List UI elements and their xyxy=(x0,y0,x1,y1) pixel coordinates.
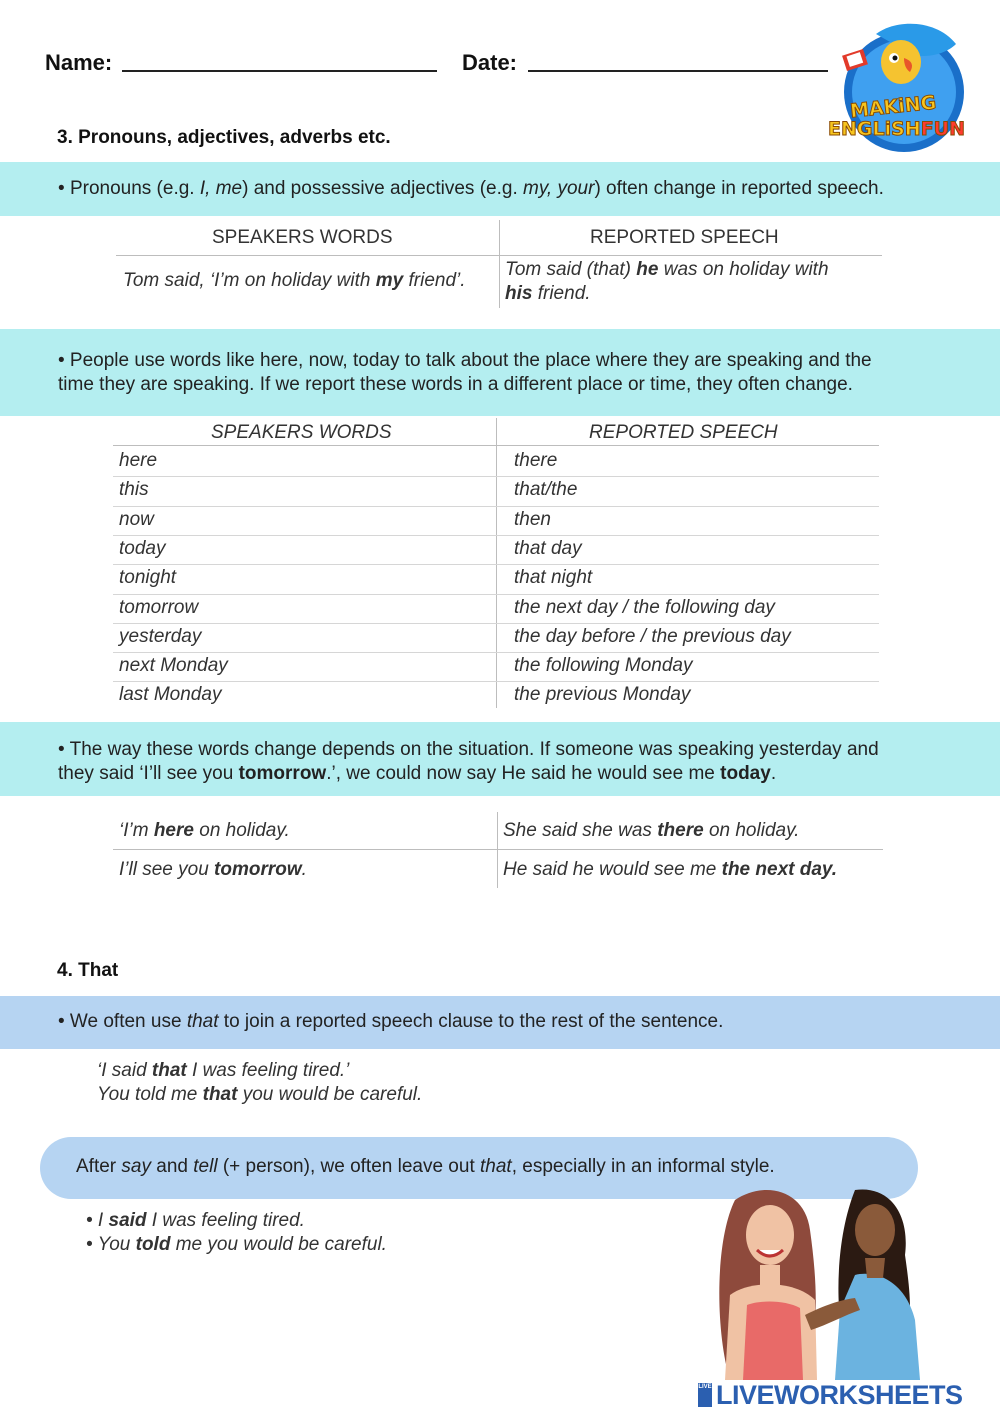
informal-examples: • I said I was feeling tired. • You told me you would be careful. xyxy=(86,1210,387,1255)
logo-making: MAKiNG xyxy=(849,91,938,123)
name-input-line[interactable] xyxy=(122,70,437,72)
example-2-reported: He said he would see me the next day. xyxy=(503,859,838,880)
pronoun-table xyxy=(116,220,882,310)
time-place-band xyxy=(0,329,1000,416)
table1-reported-cell: Tom said (that) he was on holiday with his friend. xyxy=(505,259,829,304)
time-place-text: • People use words like here, now, today to talk about the place where they are speaking and the time they are speaking. If we report these words in a different place or time, they often change. xyxy=(58,350,872,395)
table1-header-speakers: SPEAKERS WORDS xyxy=(212,227,393,248)
situation-band xyxy=(0,722,1000,796)
table2-reported-cell: the previous Monday xyxy=(514,684,691,706)
that-band xyxy=(0,996,1000,1049)
table2-reported-cell: the day before / the previous day xyxy=(514,625,791,647)
situation-text: • The way these words change depends on the situation. If someone was speaking yesterday and they said ‘I’ll see you tomorrow.’, we could now say He said he would see me today. xyxy=(58,739,879,784)
that-text: • We often use that to join a reported speech clause to the rest of the sentence. xyxy=(58,1011,724,1032)
table1-header-reported: REPORTED SPEECH xyxy=(590,227,779,248)
table2-speakers-cell: this xyxy=(119,479,149,501)
table2-speakers-cell: last Monday xyxy=(119,684,222,706)
two-women-illustration xyxy=(705,1180,930,1380)
time-words-table xyxy=(113,418,879,710)
pronouns-band xyxy=(0,162,1000,216)
name-label: Name: xyxy=(45,50,113,75)
table2-reported-cell: the next day / the following day xyxy=(514,596,775,618)
liveworksheets-small-logo: LIVE xyxy=(698,1383,712,1407)
pronouns-text: • Pronouns (e.g. I, me) and possessive adjectives (e.g. my, your) often change in reported speech. xyxy=(58,178,884,199)
example-table xyxy=(113,812,883,890)
table2-reported-cell: that night xyxy=(514,567,593,589)
date-input-line[interactable] xyxy=(528,70,828,72)
example-1-speakers: ‘I’m here on holiday. xyxy=(119,820,290,841)
table2-speakers-cell: here xyxy=(119,450,158,471)
table2-reported-cell: that day xyxy=(514,537,582,559)
table2-speakers-cell: tomorrow xyxy=(119,596,199,618)
table2-reported-cell: there xyxy=(514,450,558,471)
making-english-fun-logo xyxy=(826,14,976,154)
example-2-speakers: I’ll see you tomorrow. xyxy=(119,859,307,880)
table2-speakers-cell: next Monday xyxy=(119,655,228,677)
table2-header-reported: REPORTED SPEECH xyxy=(589,422,778,443)
table2-header-speakers: SPEAKERS WORDS xyxy=(211,422,392,443)
table2-speakers-cell: tonight xyxy=(119,567,177,589)
date-label: Date: xyxy=(462,50,518,75)
table2-speakers-cell: today xyxy=(119,537,166,559)
table2-speakers-cell: yesterday xyxy=(119,625,202,647)
liveworksheets-text: LIVEWORKSHEETS xyxy=(716,1380,963,1410)
table1-speakers-cell: Tom said, ‘I’m on holiday with my friend’. xyxy=(123,270,466,291)
table2-reported-cell: then xyxy=(514,508,551,530)
women-illustration-icon xyxy=(705,1180,930,1380)
informal-note-text: After say and tell (+ person), we often leave out that, especially in an informal style. xyxy=(76,1156,775,1177)
table2-speakers-cell: now xyxy=(119,508,154,530)
table2-reported-cell: the following Monday xyxy=(514,655,693,677)
liveworksheets-brand xyxy=(698,1380,998,1410)
section-4-title: 4. That xyxy=(57,960,119,981)
section-3-title: 3. Pronouns, adjectives, adverbs etc. xyxy=(57,127,391,148)
logo-english: ENGLiSHFUN xyxy=(828,118,965,140)
that-examples: ‘I said that I was feeling tired.’ You told me that you would be careful. xyxy=(97,1060,423,1105)
example-1-reported: She said she was there on holiday. xyxy=(503,820,800,841)
table2-reported-cell: that/the xyxy=(514,479,578,501)
